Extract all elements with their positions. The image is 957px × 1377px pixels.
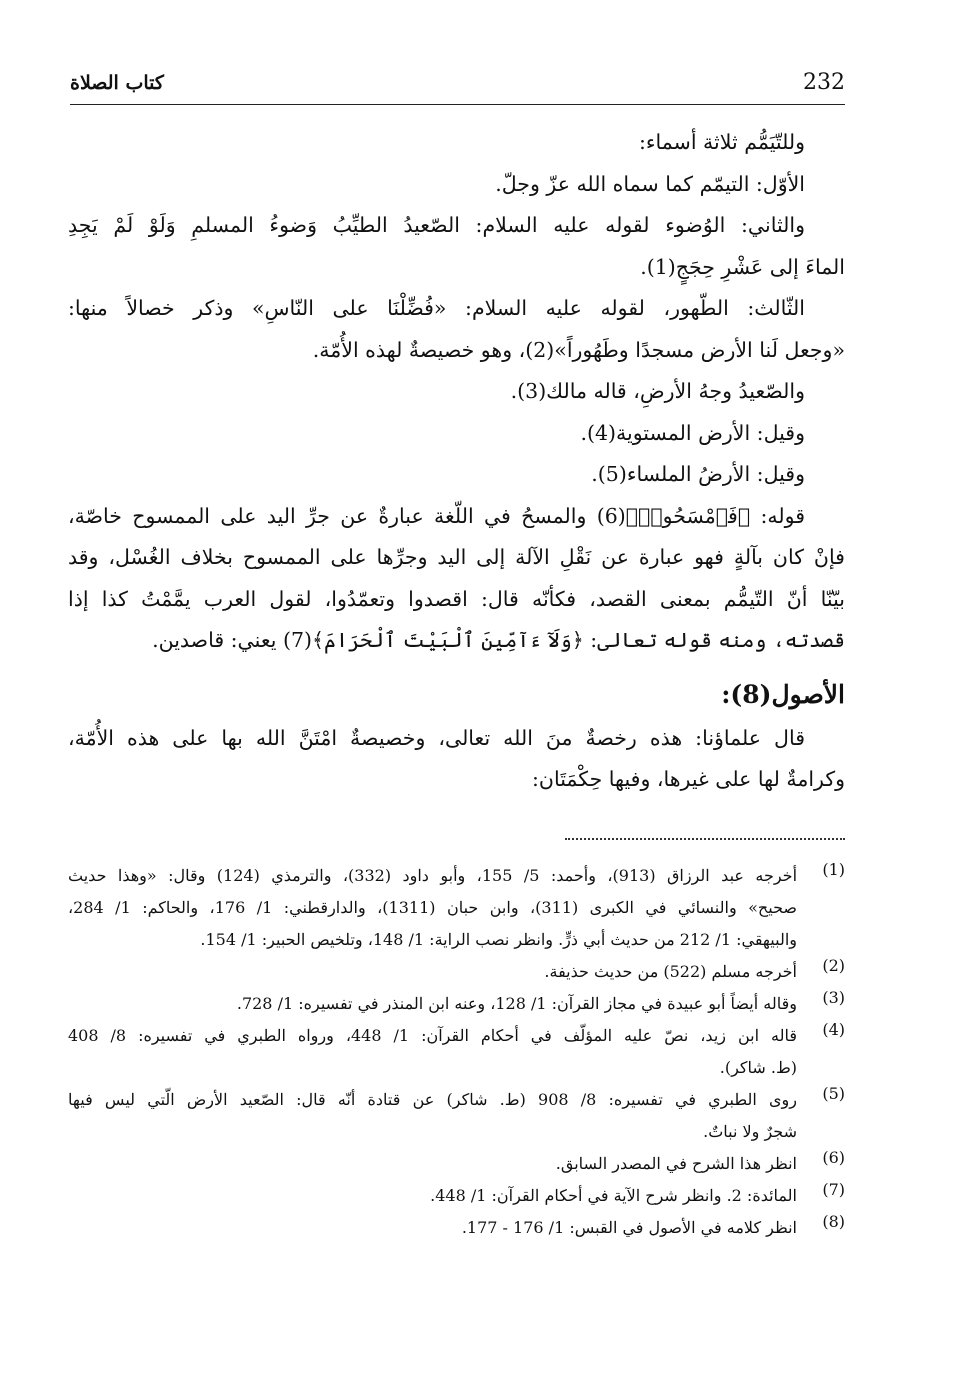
body-line: الثّالث: الطّهور، لقوله عليه السلام: «فُضِّلْنَا على النّاسِ» وذكر خصالاً منها: xyxy=(68,296,805,320)
body-line: قال علماؤنا: هذه رخصةٌ منَ الله تعالى، وخصيصةٌ امْتَنَّ الله بها على هذه الأُمّة، xyxy=(68,725,805,750)
footnote xyxy=(68,1020,845,1084)
body-line: وقيل: الأرضُ الملساء(5). xyxy=(591,462,805,486)
footnote-line: أخرجه مسلم (522) من حديث حذيفة. xyxy=(544,962,797,981)
footnote xyxy=(68,1148,845,1180)
footnote-separator xyxy=(565,838,845,840)
footnote xyxy=(68,860,845,956)
footnote-line: انظر كلامه في الأصول في القبس: 1/ 176 - 177. xyxy=(461,1218,797,1237)
footnote-number: (7) xyxy=(822,1180,845,1199)
footnote-line: وقاله أيضاً أبو عبيدة في مجاز القرآن: 1/ 128، وعنه ابن المنذر في تفسيره: 1/ 728. xyxy=(236,994,797,1013)
body-line: فإنْ كان بآلةٍ فهو عبارة عن نَقْلِ الآلة إلى اليد وجرِّها على الممسوح بخلاف الغُسْل، وقد xyxy=(68,545,845,569)
body-line: قوله: ﴿فَٱمْسَحُوا۟﴾(6) والمسحُ في اللّغة عبارةٌ عن جرِّ اليد على الممسوح خاصّة، xyxy=(68,503,806,528)
footnote xyxy=(68,1084,845,1148)
page-header xyxy=(70,68,845,108)
footnote xyxy=(68,1180,845,1212)
footnote-line: المائدة: 2. وانظر شرح الآية في أحكام القرآن: 1/ 448. xyxy=(430,1186,797,1205)
body-line: الأوّل: التيمّم كما سماه الله عزّ وجلّ. xyxy=(495,171,805,196)
footnote-line: انظر هذا الشرح في المصدر السابق. xyxy=(555,1154,797,1173)
footnote-line: روى الطبري في تفسيره: 8/ 908 (ط. شاكر) عن قتادة أنّه قال: الصّعيد الأرض الّتي ليس فيها xyxy=(68,1090,797,1109)
footnote-number: (4) xyxy=(822,1020,845,1039)
body-line: قصدته، ومنه قوله تعالى: ﴿وَلَآ ءَآمِّينَ ٱلْبَيْتَ ٱلْحَرَامَ﴾(7) يعني: قاصدين. xyxy=(152,628,845,652)
section-heading: الأصول(8): xyxy=(721,679,845,709)
footnote xyxy=(68,1212,845,1244)
footnote-number: (8) xyxy=(822,1212,845,1231)
footnote-line: أخرجه عبد الرزاق (913)، وأحمد: 5/ 155، وأبو داود (332)، والترمذي (124) وقال: «وهذا حديث xyxy=(68,866,797,885)
footnote-number: (5) xyxy=(822,1084,845,1103)
footnote-number: (1) xyxy=(822,860,845,879)
footnote-line: (ط. شاكر). xyxy=(719,1058,797,1077)
main-text xyxy=(68,122,845,801)
header-rule xyxy=(70,104,845,105)
footnote xyxy=(68,956,845,988)
body-line: والثاني: الوُضوء لقوله عليه السلام: الصّعيدُ الطيِّبُ وَضوءُ المسلمِ وَلَوْ لَمْ يَجِدِ xyxy=(68,213,805,237)
page-number: 232 xyxy=(803,70,845,95)
footnote-line: والبيهقي: 1/ 212 من حديث أبي ذرٍّ. وانظر نصب الراية: 1/ 148، وتلخيص الحبير: 1/ 154. xyxy=(200,930,797,949)
footnote-number: (2) xyxy=(822,956,845,975)
body-line: الماءَ إلى عَشْرِ حِجَجٍ(1). xyxy=(640,254,845,279)
footnote-number: (3) xyxy=(822,988,845,1007)
body-line: وكرامةٌ لها على غيرها، وفيها حِكْمَتَان: xyxy=(532,767,845,791)
footnote xyxy=(68,988,845,1020)
footnotes xyxy=(68,860,845,1244)
body-line: وقيل: الأرض المستوية(4). xyxy=(580,420,805,445)
running-title: كتاب الصلاة xyxy=(70,72,164,94)
footnote-line: قاله ابن زيد، نصّ عليه المؤلّف في أحكام القرآن: 1/ 448، ورواه الطبري في تفسيره: 8/ 408 xyxy=(68,1026,797,1045)
footnote-line: صحيح» والنسائي في الكبرى (311)، وابن حبان (1311)، والدارقطني: 1/ 176، والحاكم: 1/ 284، xyxy=(68,898,797,917)
footnote-number: (6) xyxy=(822,1148,845,1167)
body-line: «وجعل لَنا الأرض مسجدًا وطَهُوراً»(2)، وهو خصيصةٌ لهذه الأُمّة. xyxy=(312,337,845,362)
body-line: بيّنّا أنّ التّيمُّم بمعنى القصد، فكأنّه قال: اقصدوا وتعمّدُوا، لقول العرب يمَّمْتُ كذا إذا xyxy=(68,586,845,611)
body-line: والصّعيدُ وجهُ الأرضِ، قاله مالك(3). xyxy=(510,379,805,403)
footnote-line: شجرٌ ولا نباتٌ. xyxy=(703,1122,797,1141)
body-line: وللتّيَمُّم ثلاثة أسماء: xyxy=(639,130,805,154)
